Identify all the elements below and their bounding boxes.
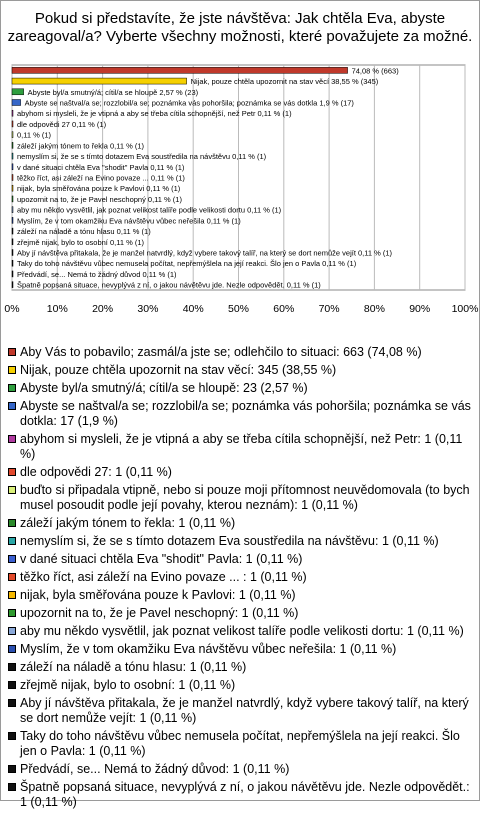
bar-label: těžko říct, asi záleží na Evino povaze ... 0,11 % (1) — [17, 173, 185, 183]
legend-swatch — [8, 609, 16, 617]
bar — [12, 89, 24, 95]
legend-swatch — [8, 765, 16, 773]
legend-swatch — [8, 402, 16, 410]
legend-item — [8, 762, 474, 777]
bar-label: 74,08 % (663) — [351, 66, 399, 76]
legend-item — [8, 588, 474, 603]
legend-swatch — [8, 699, 16, 707]
legend-swatch — [8, 681, 16, 689]
bar — [12, 164, 13, 170]
legend-item — [8, 516, 474, 531]
bar-chart — [0, 0, 480, 345]
legend-item — [8, 363, 474, 378]
bar-label: Myslím, že v tom okamžiku Eva návštěvu vůbec neřešila 0,11 % (1) — [17, 216, 241, 226]
bar — [12, 196, 13, 202]
bar — [12, 250, 13, 256]
bar-label: zřejmě nijak, bylo to osobní 0,11 % (1) — [17, 237, 145, 247]
legend-label: záleží jakým tónem to řekla: 1 (0,11 %) — [20, 516, 236, 530]
bar-label: Špatně popsaná situace, nevyplývá z ní, o jakou návětěvu jde. Nezle odpovědět. 0,11 % (1) — [17, 280, 321, 290]
bar — [12, 132, 13, 138]
x-tick-label: 0% — [4, 303, 20, 315]
x-tick-label: 80% — [363, 303, 385, 315]
legend-item — [8, 678, 474, 693]
bar-label: abyhom si mysleli, že je vtipná a aby se třeba cítila schopnější, než Petr 0,11 % (1) — [17, 109, 292, 119]
legend-item — [8, 552, 474, 567]
legend-item — [8, 696, 474, 726]
legend-item — [8, 534, 474, 549]
bar-label: Abyste se naštval/a se; rozzlobil/a se; poznámka vás pohoršila; poznámka se vás dotkla 1,9 % (17) — [24, 98, 354, 108]
bar — [12, 67, 348, 73]
legend-label: Aby Vás to pobavilo; zasmál/a jste se; odlehčilo to situaci: 663 (74,08 %) — [20, 345, 422, 359]
bar-label: aby mu někdo vysvětlil, jak poznat velikost talíře podle velikosti dortu 0,11 % (1) — [17, 205, 282, 215]
legend-label: dle odpovědi 27: 1 (0,11 %) — [20, 465, 172, 479]
legend-swatch — [8, 732, 16, 740]
legend-label: zřejmě nijak, bylo to osobní: 1 (0,11 %) — [20, 678, 236, 692]
x-tick-label: 100% — [451, 303, 479, 315]
legend-swatch — [8, 468, 16, 476]
bar — [12, 175, 13, 181]
legend-item — [8, 642, 474, 657]
legend-swatch — [8, 486, 16, 494]
legend-label: záleží na náladě a tónu hlasu: 1 (0,11 %) — [20, 660, 247, 674]
legend-item — [8, 432, 474, 462]
bar — [12, 121, 13, 127]
legend-label: Taky do toho návštěvu vůbec nemusela počítat, nepřemýšlela na její reakci. Šlo jen o Pavla: 1 (0,11 %) — [20, 729, 460, 758]
legend-label: buďto si připadala vtipně, nebo si pouze moji přítomnost neuvědomovala (to bych musel posoudit podle její povahy, kterou neznám): 1 (0,11 %) — [20, 483, 470, 512]
chart-legend — [8, 345, 474, 813]
bar-label: dle odpovědi 27 0,11 % (1) — [17, 119, 107, 129]
bar-label: Předvádí, se... Nemá to žádný důvod 0,11 % (1) — [17, 269, 177, 279]
legend-swatch — [8, 627, 16, 635]
bar — [12, 282, 13, 288]
x-tick-label: 30% — [137, 303, 159, 315]
bar-label: v dané situaci chtěla Eva "shodit" Pavla 0,11 % (1) — [17, 162, 185, 172]
legend-item — [8, 780, 474, 810]
legend-swatch — [8, 348, 16, 356]
x-tick-label: 20% — [92, 303, 114, 315]
bar-label: Nijak, pouze chtěla upozornit na stav věcí 38,55 % (345) — [190, 77, 379, 87]
legend-swatch — [8, 783, 16, 791]
x-tick-label: 10% — [46, 303, 68, 315]
legend-swatch — [8, 366, 16, 374]
legend-swatch — [8, 435, 16, 443]
x-tick-label: 90% — [409, 303, 431, 315]
legend-label: Abyste byl/a smutný/á; cítil/a se hloupě: 23 (2,57 %) — [20, 381, 308, 395]
legend-swatch — [8, 537, 16, 545]
bar-label: upozornit na to, že je Pavel neschopný 0,11 % (1) — [17, 194, 182, 204]
legend-item — [8, 465, 474, 480]
legend-item — [8, 399, 474, 429]
bar-label: 0,11 % (1) — [17, 130, 52, 140]
x-tick-label: 70% — [318, 303, 340, 315]
legend-label: těžko říct, asi záleží na Evino povaze ... : 1 (0,11 %) — [20, 570, 307, 584]
legend-label: nemyslím si, že se s tímto dotazem Eva soustředila na návštěvu: 1 (0,11 %) — [20, 534, 439, 548]
bar — [12, 185, 13, 191]
bar — [12, 142, 13, 148]
x-tick-label: 40% — [182, 303, 204, 315]
legend-swatch — [8, 384, 16, 392]
legend-item — [8, 381, 474, 396]
bar-label: záleží jakým tónem to řekla 0,11 % (1) — [17, 141, 144, 151]
legend-swatch — [8, 519, 16, 527]
legend-swatch — [8, 645, 16, 653]
legend-item — [8, 345, 474, 360]
bar-label: nemyslím si, že se s tímto dotazem Eva soustředila na návštěvu 0,11 % (1) — [17, 152, 267, 162]
x-tick-label: 50% — [227, 303, 250, 315]
bar — [12, 153, 13, 159]
legend-label: Aby jí návštěva přitakala, že je manžel natvrdlý, když vybere takový talíř, na který se dort nemůže vejít: 1 (0,11 %) — [20, 696, 469, 725]
bar — [12, 239, 13, 245]
bar — [12, 217, 13, 223]
bar-label: Taky do toho návštěvu vůbec nemusela počítat, nepřemýšlela na její reakci. Šlo jen o Pavla 0,11 % (1) — [17, 259, 357, 269]
legend-label: Nijak, pouze chtěla upozornit na stav věcí: 345 (38,55 %) — [20, 363, 337, 377]
bar — [12, 110, 13, 116]
bar-label: Aby jí návštěva přitakala, že je manžel natvrdlý, když vybere takový talíř, na který se dort nemůže vejít 0,11 % (1) — [17, 248, 393, 258]
bar — [12, 100, 21, 106]
legend-swatch — [8, 573, 16, 581]
bar — [12, 78, 187, 84]
legend-item — [8, 483, 474, 513]
legend-label: nijak, byla směřována pouze k Pavlovi: 1 (0,11 %) — [20, 588, 296, 602]
bar-label: nijak, byla směřována pouze k Pavlovi 0,11 % (1) — [17, 184, 181, 194]
legend-item — [8, 624, 474, 639]
legend-label: abyhom si mysleli, že je vtipná a aby se třeba cítila schopnější, než Petr: 1 (0,11 %) — [20, 432, 463, 461]
bar-label: záleží na náladě a tónu hlasu 0,11 % (1) — [17, 227, 151, 237]
legend-item — [8, 660, 474, 675]
bar — [12, 260, 13, 266]
bar — [12, 207, 13, 213]
legend-label: aby mu někdo vysvětlil, jak poznat velikost talíře podle velikosti dortu: 1 (0,11 %) — [20, 624, 464, 638]
legend-item — [8, 570, 474, 585]
legend-swatch — [8, 555, 16, 563]
legend-swatch — [8, 663, 16, 671]
legend-label: Abyste se naštval/a se; rozzlobil/a se; poznámka vás pohoršila; poznámka se vás dotkla: 17 (1,9 %) — [20, 399, 471, 428]
bar-label: Abyste byl/a smutný/á; cítil/a se hloupě 2,57 % (23) — [27, 87, 199, 97]
legend-label: Špatně popsaná situace, nevyplývá z ní, o jakou návětěvu jde. Nezle odpovědět.: 1 (0,11 %) — [20, 780, 470, 809]
legend-item — [8, 606, 474, 621]
x-tick-label: 60% — [273, 303, 295, 315]
legend-label: v dané situaci chtěla Eva "shodit" Pavla: 1 (0,11 %) — [20, 552, 303, 566]
legend-swatch — [8, 591, 16, 599]
chart-title: Pokud si představíte, že jste návštěva: Jak chtěla Eva, abyste zareagoval/a? Vyberte všechny možnosti, které považujete za možné. — [7, 10, 473, 45]
legend-label: upozornit na to, že je Pavel neschopný: 1 (0,11 %) — [20, 606, 299, 620]
bar — [12, 228, 13, 234]
bar — [12, 271, 13, 277]
legend-label: Předvádí, se... Nemá to žádný důvod: 1 (0,11 %) — [20, 762, 290, 776]
legend-item — [8, 729, 474, 759]
legend-label: Myslím, že v tom okamžiku Eva návštěvu vůbec neřešila: 1 (0,11 %) — [20, 642, 397, 656]
